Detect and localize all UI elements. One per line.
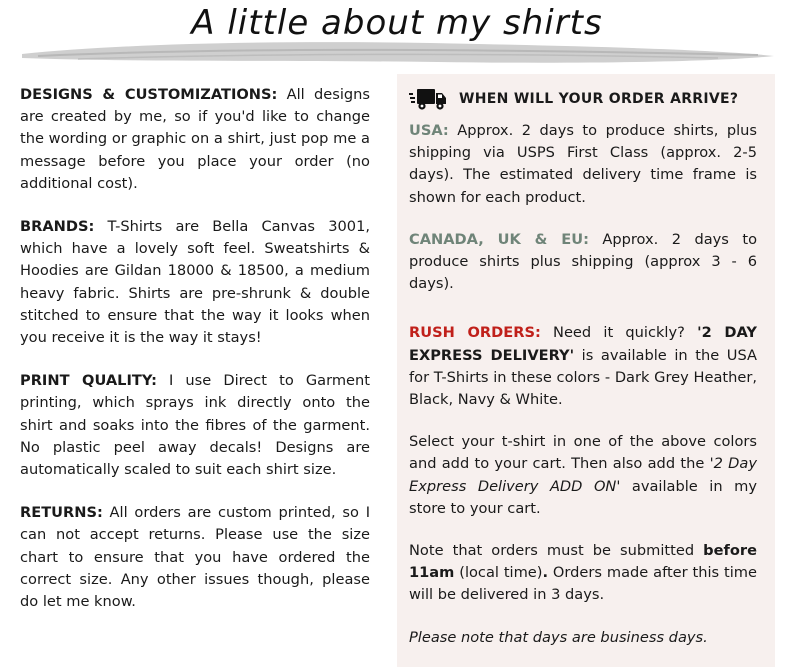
left-column (20, 84, 370, 634)
intl-section (409, 229, 757, 296)
panel-title: WHEN WILL YOUR ORDER ARRIVE? (459, 91, 739, 107)
rush-label: RUSH ORDERS: (409, 324, 541, 342)
select-body-2: available in my store to your cart. (409, 477, 757, 517)
print-quality-section (20, 370, 370, 481)
rush-express-delivery: '2 DAY EXPRESS DELIVERY' (409, 324, 757, 364)
intl-body: Approx. 2 days to produce shirts plus shipping (approx 3 - 6 days). (409, 230, 757, 293)
print-quality-body: I use Direct to Garment printing, which sprays ink directly onto the shirt and soaks into the fibres of the garment. No plastic peel away decals! Designs are automatically scaled to suit each shirt size. (20, 372, 370, 479)
rush-body-1: Need it quickly? (540, 324, 698, 342)
note-body-1: Note that orders must be submitted (409, 542, 704, 560)
panel-header (409, 86, 757, 112)
delivery-panel (397, 74, 775, 667)
note-body-3: Orders made after this time will be delivered in 3 days. (409, 564, 757, 604)
returns-section (20, 502, 370, 613)
select-section (409, 431, 757, 520)
designs-heading: DESIGNS & CUSTOMIZATIONS: (20, 86, 278, 103)
intl-label: CANADA, UK & EU: (409, 230, 589, 248)
rush-section (409, 322, 757, 411)
note-body-2: (local time) (454, 564, 543, 582)
select-addon-name: '2 Day Express Delivery ADD ON' (409, 455, 757, 495)
designs-section (20, 84, 370, 195)
note-period: . (542, 564, 549, 582)
designs-body: All designs are created by me, so if you'd like to change the wording or graphic on a shirt, just pop me a message before you place your order (no additional cost). (20, 86, 371, 192)
usa-body: Approx. 2 days to produce shirts, plus shipping via USPS First Class (approx. 2-5 days). The estimated delivery time frame is shown for each product. (409, 122, 757, 206)
title-area (0, 0, 794, 70)
brands-section (20, 216, 370, 349)
returns-heading: RETURNS: (20, 504, 103, 522)
business-days-note: Please note that days are business days. (409, 628, 708, 646)
select-body-1: Select your t-shirt in one of the above colors and add to your cart. Then also add the (409, 433, 757, 473)
rush-body-2: is available in the USA for T-Shirts in these colors - Dark Grey Heather, Black, Navy & White. (409, 346, 757, 409)
returns-body: All orders are custom printed, so I can not accept returns. Please use the size chart to ensure that you have ordered the correct size. Any other issues though, please do let me know. (20, 504, 370, 611)
print-quality-heading: PRINT QUALITY: (20, 372, 157, 390)
brands-body: T-Shirts are Bella Canvas 3001, which have a lovely soft feel. Sweatshirts & Hoodies are Gildan 18000 & 18500, a medium heavy fabric. Shirts are pre-shrunk & double stitched to ensure that the way it looks when you receive it is the way it stays! (20, 218, 370, 347)
page-title: A little about my shirts (191, 3, 603, 43)
note-deadline: before 11am (409, 542, 757, 582)
usa-section (409, 120, 757, 209)
truck-icon (409, 87, 447, 111)
usa-label: USA: (409, 122, 449, 139)
brands-heading: BRANDS: (20, 218, 95, 236)
note-section (409, 540, 757, 607)
